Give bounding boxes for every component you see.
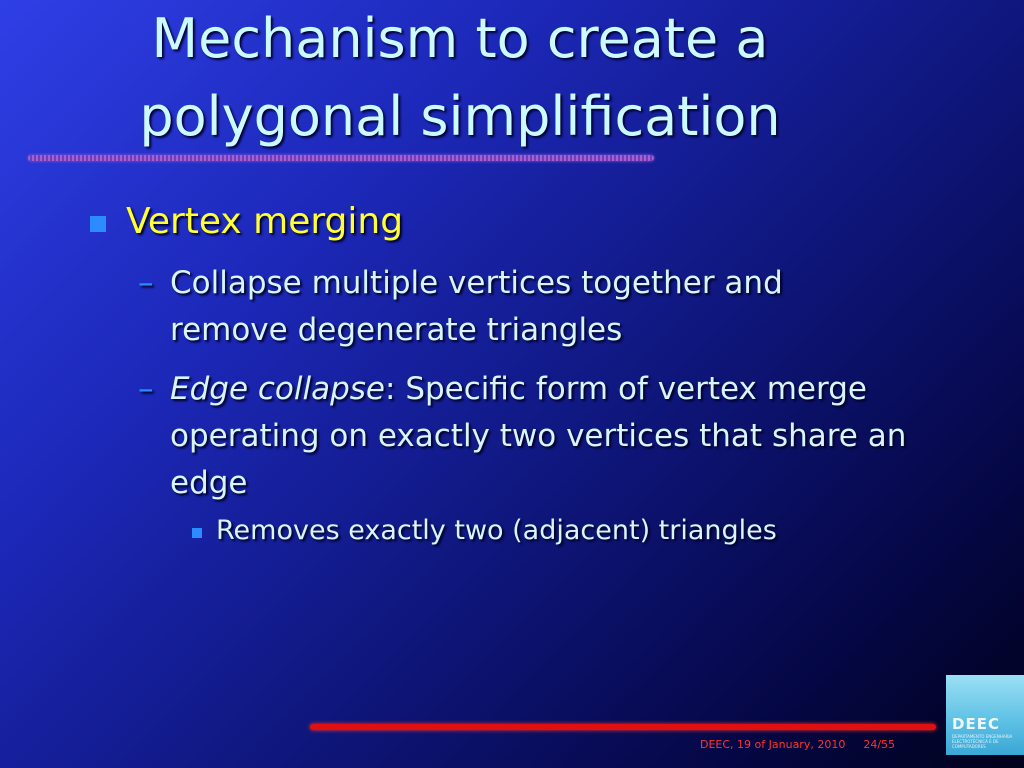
logo-name: DEEC <box>952 715 1000 733</box>
dash-bullet-icon: – <box>138 265 154 301</box>
footer-text: DEEC, 19 of January, 2010 <box>700 738 846 751</box>
footer-line <box>310 724 936 730</box>
logo-subtitle: DEPARTAMENTO ENGENHARIA ELECTROTÉCNICA E DE COMPUTADORES <box>952 734 1013 749</box>
deec-logo <box>946 675 1024 755</box>
title-line-1: Mechanism to create a <box>151 7 769 70</box>
bullet-list <box>88 196 908 551</box>
sub-sub-bullet-text: Removes exactly two (adjacent) triangles <box>216 515 777 546</box>
bullet-vertex-merging <box>88 196 908 248</box>
title-line-2: polygonal simplification <box>139 85 781 148</box>
page-number: 24/55 <box>863 738 896 751</box>
sub-bullet-edge-collapse <box>88 366 908 507</box>
sub-sub-bullet-removes <box>88 511 908 551</box>
edge-collapse-term: Edge collapse <box>170 371 386 407</box>
dash-bullet-icon: – <box>138 371 154 407</box>
sub-bullet-text: Collapse multiple vertices together and remove degenerate triangles <box>170 265 783 348</box>
square-bullet-icon <box>90 216 106 232</box>
square-bullet-icon <box>192 528 202 538</box>
title-underline <box>28 155 654 161</box>
slide-title <box>40 0 880 156</box>
sub-bullet-collapse <box>88 260 908 354</box>
footer <box>700 738 895 751</box>
sub-bullet-text: : Specific form of vertex merge operating on exactly two vertices that share an edge <box>170 371 907 501</box>
bullet-text: Vertex merging <box>126 201 404 242</box>
